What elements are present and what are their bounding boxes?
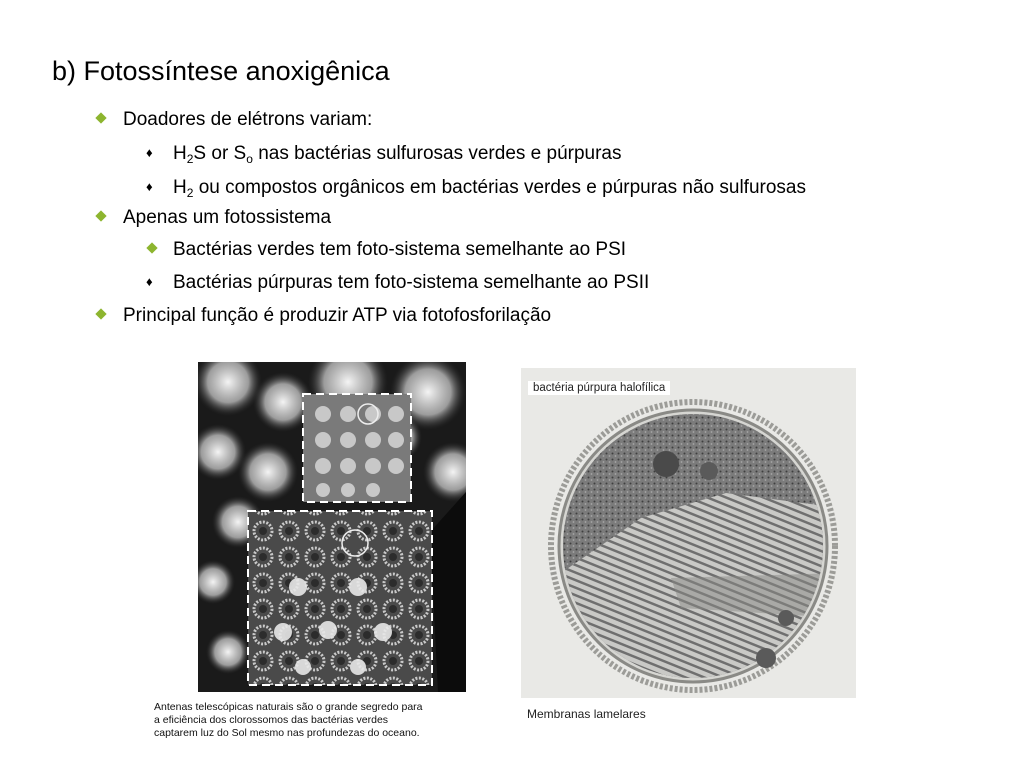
bullet-one-photosystem: Apenas um fotossistema — [95, 206, 331, 230]
bullet-main-function: Principal função é produzir ATP via fotofosforilação — [95, 304, 551, 328]
green-diamond-icon — [95, 112, 106, 123]
bullet-green-bacteria-psi: Bactérias verdes tem foto-sistema semelhante ao PSI — [146, 238, 626, 262]
purple-bacterium-micrograph — [521, 368, 856, 698]
chlorosome-caption: Antenas telescópicas naturais são o grande segredo para a eficiência dos clorossomos das bactérias verdes captarem luz do Sol mesmo nas profundezas do oceano. — [154, 701, 423, 739]
lamellar-membranes-caption: Membranas lamelares — [527, 707, 646, 721]
chlorosome-micrograph-art — [198, 362, 466, 692]
black-diamond-icon: ♦ — [146, 179, 153, 194]
chlorosome-micrograph — [198, 362, 466, 692]
green-diamond-icon — [95, 308, 106, 319]
bullet-h2s-donor: ♦ $H_2S$ or $S_o$ nas bactérias sulfurosas verdes e púrpuras — [146, 143, 622, 166]
purple-bacterium-micrograph-art — [521, 368, 856, 698]
bullet-electron-donors: Doadores de elétrons variam: — [95, 108, 372, 132]
slide-title: b) Fotossíntese anoxigênica — [52, 56, 390, 86]
green-diamond-icon — [95, 210, 106, 221]
purple-bacterium-label: bactéria púrpura halofílica — [528, 381, 670, 395]
black-diamond-icon: ♦ — [146, 145, 153, 160]
bullet-h2-donor: ♦ $H_2$ ou compostos orgânicos em bactérias verdes e púrpuras não sulfurosas — [146, 177, 806, 200]
black-diamond-icon: ♦ — [146, 274, 153, 289]
bullet-purple-bacteria-psii: ♦ Bactérias púrpuras tem foto-sistema semelhante ao PSII — [146, 272, 650, 293]
green-diamond-icon — [146, 242, 157, 253]
